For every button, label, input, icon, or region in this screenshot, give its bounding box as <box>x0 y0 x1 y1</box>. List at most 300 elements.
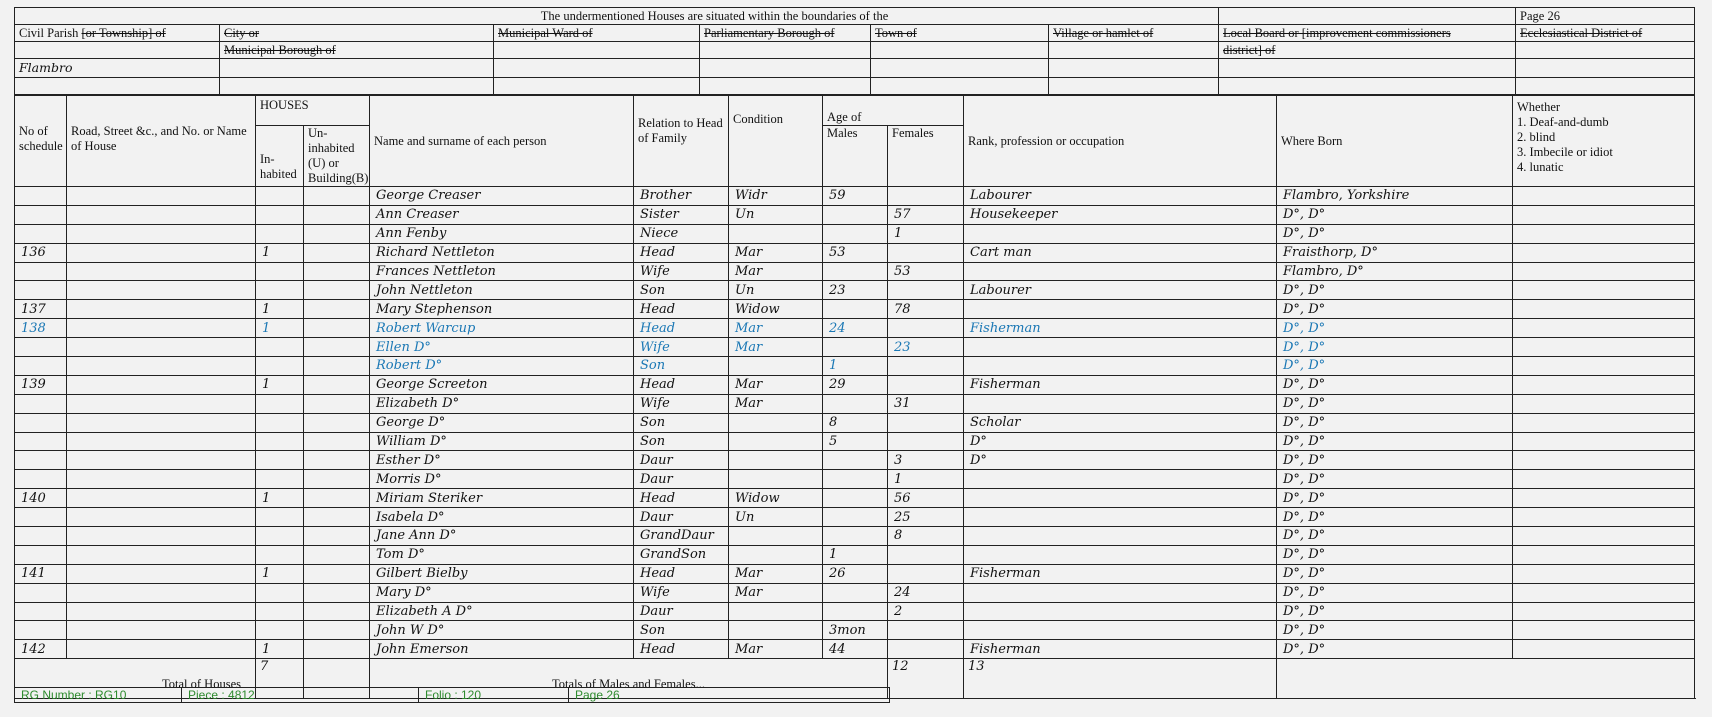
cell-name: John Nettleton <box>370 281 634 300</box>
cell-name: Robert Warcup <box>370 319 634 338</box>
col-where-born: Where Born <box>1277 96 1513 187</box>
cell-condition <box>729 224 823 243</box>
col-schedule: No of schedule <box>15 96 67 187</box>
cell-where-born: D°, D° <box>1277 621 1513 640</box>
cell-inhabited: 1 <box>256 319 304 338</box>
cell-occupation <box>964 300 1277 319</box>
folio-number: Folio : 120 <box>419 688 569 703</box>
cell-females: 57 <box>888 205 964 224</box>
cell-males: 5 <box>823 432 888 451</box>
cell-occupation: Fisherman <box>964 375 1277 394</box>
cell-schedule: 137 <box>15 300 67 319</box>
table-row <box>15 319 1695 338</box>
cell-occupation <box>964 508 1277 527</box>
cell-whether <box>1513 564 1695 583</box>
cell-road <box>67 357 256 376</box>
cell-schedule <box>15 527 67 546</box>
cell-where-born: D°, D° <box>1277 375 1513 394</box>
cell-schedule <box>15 224 67 243</box>
cell-road <box>67 470 256 489</box>
cell-occupation <box>964 338 1277 357</box>
cell-inhabited <box>256 413 304 432</box>
cell-where-born: D°, D° <box>1277 357 1513 376</box>
cell-occupation <box>964 262 1277 281</box>
cell-road <box>67 413 256 432</box>
table-row <box>15 564 1695 583</box>
cell-females: 8 <box>888 527 964 546</box>
cell-relation: Head <box>634 375 729 394</box>
cell-males <box>823 394 888 413</box>
col-inhabited: In- habited <box>256 126 304 187</box>
cell-whether <box>1513 545 1695 564</box>
cell-schedule <box>15 470 67 489</box>
cell-whether <box>1513 527 1695 546</box>
cell-occupation: Fisherman <box>964 319 1277 338</box>
cell-females <box>888 640 964 659</box>
cell-condition <box>729 413 823 432</box>
cell-relation: Head <box>634 640 729 659</box>
cell-whether <box>1513 375 1695 394</box>
col-uninhabited: Un- inhabited (U) or Building(B) <box>304 126 370 187</box>
cell-where-born: Fraisthorp, D° <box>1277 243 1513 262</box>
cell-where-born: D°, D° <box>1277 470 1513 489</box>
cell-occupation <box>964 224 1277 243</box>
cell-uninhabited <box>304 375 370 394</box>
local-board-label: Local Board or [improvement commissioners <box>1219 25 1516 42</box>
cell-uninhabited <box>304 451 370 470</box>
cell-relation: Head <box>634 489 729 508</box>
cell-inhabited: 1 <box>256 640 304 659</box>
cell-females <box>888 621 964 640</box>
cell-males: 23 <box>823 281 888 300</box>
cell-females <box>888 187 964 206</box>
cell-condition <box>729 602 823 621</box>
table-row <box>15 375 1695 394</box>
cell-schedule <box>15 451 67 470</box>
cell-schedule <box>15 621 67 640</box>
cell-name: Isabela D° <box>370 508 634 527</box>
cell-occupation <box>964 470 1277 489</box>
cell-uninhabited <box>304 470 370 489</box>
cell-females: 56 <box>888 489 964 508</box>
cell-where-born: D°, D° <box>1277 413 1513 432</box>
cell-occupation: Fisherman <box>964 564 1277 583</box>
cell-whether <box>1513 451 1695 470</box>
cell-occupation <box>964 602 1277 621</box>
cell-road <box>67 187 256 206</box>
cell-where-born: Flambro, D° <box>1277 262 1513 281</box>
cell-where-born: D°, D° <box>1277 564 1513 583</box>
cell-relation: Son <box>634 357 729 376</box>
cell-road <box>67 243 256 262</box>
cell-males: 26 <box>823 564 888 583</box>
cell-whether <box>1513 357 1695 376</box>
cell-whether <box>1513 300 1695 319</box>
total-houses-label: Total of Houses <box>15 659 256 699</box>
cell-males <box>823 527 888 546</box>
cell-whether <box>1513 508 1695 527</box>
cell-females: 2 <box>888 602 964 621</box>
cell-uninhabited <box>304 583 370 602</box>
cell-uninhabited <box>304 338 370 357</box>
cell-males: 3mon <box>823 621 888 640</box>
totals-persons-label: Totals of Males and Females... <box>370 659 888 699</box>
cell-uninhabited <box>304 205 370 224</box>
cell-females <box>888 281 964 300</box>
cell-condition <box>729 470 823 489</box>
cell-condition: Widow <box>729 300 823 319</box>
cell-occupation: Housekeeper <box>964 205 1277 224</box>
cell-where-born: Flambro, Yorkshire <box>1277 187 1513 206</box>
cell-name: Frances Nettleton <box>370 262 634 281</box>
table-row <box>15 621 1695 640</box>
cell-name: Jane Ann D° <box>370 527 634 546</box>
table-row <box>15 451 1695 470</box>
cell-condition <box>729 545 823 564</box>
cell-condition: Un <box>729 205 823 224</box>
cell-where-born: D°, D° <box>1277 583 1513 602</box>
cell-occupation <box>964 527 1277 546</box>
cell-occupation <box>964 489 1277 508</box>
table-row <box>15 205 1695 224</box>
cell-road <box>67 621 256 640</box>
cell-road <box>67 394 256 413</box>
cell-inhabited <box>256 205 304 224</box>
cell-name: Richard Nettleton <box>370 243 634 262</box>
boundaries-header <box>14 7 1695 95</box>
cell-occupation: Scholar <box>964 413 1277 432</box>
cell-whether <box>1513 413 1695 432</box>
cell-relation: Head <box>634 243 729 262</box>
cell-uninhabited <box>304 621 370 640</box>
cell-occupation: Labourer <box>964 187 1277 206</box>
cell-whether <box>1513 243 1695 262</box>
col-whether <box>1513 96 1695 187</box>
cell-males <box>823 205 888 224</box>
col-road: Road, Street &c., and No. or Name of House <box>67 96 256 187</box>
cell-whether <box>1513 602 1695 621</box>
cell-inhabited <box>256 451 304 470</box>
cell-inhabited <box>256 470 304 489</box>
cell-relation: Son <box>634 281 729 300</box>
cell-females: 3 <box>888 451 964 470</box>
cell-inhabited: 1 <box>256 489 304 508</box>
cell-occupation <box>964 545 1277 564</box>
cell-road <box>67 205 256 224</box>
cell-schedule: 138 <box>15 319 67 338</box>
cell-uninhabited <box>304 489 370 508</box>
cell-condition: Mar <box>729 394 823 413</box>
cell-condition: Un <box>729 281 823 300</box>
cell-females: 31 <box>888 394 964 413</box>
table-row <box>15 300 1695 319</box>
cell-inhabited <box>256 187 304 206</box>
cell-uninhabited <box>304 508 370 527</box>
whether-item-2: 2. blind <box>1517 130 1556 144</box>
table-row <box>15 357 1695 376</box>
cell-males: 1 <box>823 545 888 564</box>
cell-where-born: D°, D° <box>1277 394 1513 413</box>
cell-males: 59 <box>823 187 888 206</box>
table-row <box>15 338 1695 357</box>
cell-schedule: 141 <box>15 564 67 583</box>
village-label: Village or hamlet of <box>1049 25 1219 42</box>
civil-parish-label: Civil Parish [or Township] of <box>15 25 220 42</box>
cell-inhabited: 1 <box>256 564 304 583</box>
cell-inhabited <box>256 508 304 527</box>
cell-females: 78 <box>888 300 964 319</box>
cell-condition: Mar <box>729 564 823 583</box>
cell-name: John W D° <box>370 621 634 640</box>
table-row <box>15 470 1695 489</box>
cell-uninhabited <box>304 432 370 451</box>
census-sheet <box>14 7 1694 699</box>
cell-road <box>67 640 256 659</box>
table-row <box>15 394 1695 413</box>
cell-females: 1 <box>888 224 964 243</box>
cell-relation: Daur <box>634 602 729 621</box>
cell-females <box>888 413 964 432</box>
cell-inhabited <box>256 262 304 281</box>
cell-condition: Widow <box>729 489 823 508</box>
cell-where-born: D°, D° <box>1277 224 1513 243</box>
cell-name: George Creaser <box>370 187 634 206</box>
cell-road <box>67 224 256 243</box>
cell-males: 53 <box>823 243 888 262</box>
cell-whether <box>1513 640 1695 659</box>
cell-schedule <box>15 187 67 206</box>
cell-males <box>823 224 888 243</box>
cell-inhabited <box>256 281 304 300</box>
cell-males <box>823 508 888 527</box>
cell-where-born: D°, D° <box>1277 451 1513 470</box>
cell-relation: GrandDaur <box>634 527 729 546</box>
cell-road <box>67 583 256 602</box>
cell-inhabited: 1 <box>256 243 304 262</box>
cell-relation: Wife <box>634 262 729 281</box>
cell-occupation: Labourer <box>964 281 1277 300</box>
cell-whether <box>1513 281 1695 300</box>
cell-road <box>67 319 256 338</box>
cell-males <box>823 451 888 470</box>
cell-males <box>823 300 888 319</box>
col-houses: HOUSES <box>256 96 370 126</box>
cell-inhabited <box>256 621 304 640</box>
banner-text: The undermentioned Houses are situated within the boundaries of the <box>15 8 1219 25</box>
cell-road <box>67 375 256 394</box>
cell-condition: Un <box>729 508 823 527</box>
cell-females: 53 <box>888 262 964 281</box>
cell-relation: Wife <box>634 583 729 602</box>
cell-whether <box>1513 224 1695 243</box>
total-houses-value: 7 <box>256 659 304 699</box>
cell-schedule <box>15 281 67 300</box>
cell-where-born: D°, D° <box>1277 602 1513 621</box>
cell-relation: Son <box>634 432 729 451</box>
cell-condition: Mar <box>729 243 823 262</box>
cell-condition <box>729 527 823 546</box>
cell-schedule: 136 <box>15 243 67 262</box>
cell-name: William D° <box>370 432 634 451</box>
cell-whether <box>1513 489 1695 508</box>
table-row <box>15 489 1695 508</box>
cell-relation: Wife <box>634 394 729 413</box>
city-label: City or <box>220 25 494 42</box>
total-males-value: 12 <box>888 659 964 699</box>
cell-schedule <box>15 262 67 281</box>
cell-occupation <box>964 394 1277 413</box>
cell-condition: Mar <box>729 375 823 394</box>
cell-road <box>67 545 256 564</box>
cell-road <box>67 489 256 508</box>
cell-name: Ann Creaser <box>370 205 634 224</box>
town-label: Town of <box>871 25 1049 42</box>
cell-schedule <box>15 545 67 564</box>
cell-name: Robert D° <box>370 357 634 376</box>
table-row <box>15 262 1695 281</box>
cell-where-born: D°, D° <box>1277 281 1513 300</box>
cell-condition: Mar <box>729 262 823 281</box>
cell-road <box>67 564 256 583</box>
cell-whether <box>1513 187 1695 206</box>
cell-condition <box>729 451 823 470</box>
cell-schedule <box>15 338 67 357</box>
cell-females: 23 <box>888 338 964 357</box>
cell-whether <box>1513 338 1695 357</box>
cell-name: Esther D° <box>370 451 634 470</box>
cell-condition: Mar <box>729 583 823 602</box>
cell-road <box>67 527 256 546</box>
census-table <box>14 95 1695 699</box>
reference-bar <box>14 687 890 703</box>
cell-males: 24 <box>823 319 888 338</box>
cell-condition: Mar <box>729 319 823 338</box>
cell-schedule <box>15 508 67 527</box>
cell-name: Elizabeth A D° <box>370 602 634 621</box>
cell-males: 44 <box>823 640 888 659</box>
cell-occupation <box>964 583 1277 602</box>
cell-road <box>67 508 256 527</box>
cell-uninhabited <box>304 545 370 564</box>
cell-occupation: D° <box>964 432 1277 451</box>
cell-inhabited <box>256 527 304 546</box>
cell-males <box>823 602 888 621</box>
table-row <box>15 508 1695 527</box>
cell-occupation: Cart man <box>964 243 1277 262</box>
cell-males <box>823 489 888 508</box>
cell-whether <box>1513 205 1695 224</box>
cell-females <box>888 564 964 583</box>
cell-road <box>67 432 256 451</box>
cell-name: Mary Stephenson <box>370 300 634 319</box>
cell-inhabited <box>256 583 304 602</box>
cell-inhabited: 1 <box>256 375 304 394</box>
cell-where-born: D°, D° <box>1277 319 1513 338</box>
cell-females: 1 <box>888 470 964 489</box>
table-row <box>15 640 1695 659</box>
cell-relation: Son <box>634 621 729 640</box>
cell-uninhabited <box>304 564 370 583</box>
cell-schedule <box>15 583 67 602</box>
cell-uninhabited <box>304 357 370 376</box>
cell-inhabited <box>256 394 304 413</box>
cell-schedule <box>15 602 67 621</box>
cell-males <box>823 470 888 489</box>
cell-where-born: D°, D° <box>1277 489 1513 508</box>
cell-schedule <box>15 413 67 432</box>
cell-road <box>67 300 256 319</box>
census-rows <box>15 187 1695 659</box>
whether-item-1: 1. Deaf-and-dumb <box>1517 115 1609 129</box>
table-row <box>15 187 1695 206</box>
cell-relation: Daur <box>634 470 729 489</box>
cell-males: 29 <box>823 375 888 394</box>
cell-relation: Head <box>634 564 729 583</box>
cell-uninhabited <box>304 187 370 206</box>
cell-where-born: D°, D° <box>1277 205 1513 224</box>
cell-relation: Head <box>634 319 729 338</box>
cell-uninhabited <box>304 394 370 413</box>
cell-name: George D° <box>370 413 634 432</box>
cell-uninhabited <box>304 319 370 338</box>
cell-females <box>888 545 964 564</box>
cell-where-born: D°, D° <box>1277 545 1513 564</box>
municipal-borough-label: Municipal Borough of <box>220 42 494 59</box>
cell-where-born: D°, D° <box>1277 300 1513 319</box>
cell-schedule: 142 <box>15 640 67 659</box>
cell-whether <box>1513 394 1695 413</box>
cell-relation: Wife <box>634 338 729 357</box>
cell-name: Morris D° <box>370 470 634 489</box>
col-relation: Relation to Head of Family <box>634 96 729 187</box>
reference-page: Page 26 <box>569 688 890 703</box>
cell-females <box>888 432 964 451</box>
cell-occupation <box>964 621 1277 640</box>
cell-whether <box>1513 621 1695 640</box>
cell-road <box>67 602 256 621</box>
cell-uninhabited <box>304 281 370 300</box>
cell-relation: Niece <box>634 224 729 243</box>
cell-relation: GrandSon <box>634 545 729 564</box>
cell-whether <box>1513 583 1695 602</box>
cell-whether <box>1513 319 1695 338</box>
page-label: Page 26 <box>1516 8 1695 25</box>
table-row <box>15 224 1695 243</box>
cell-females: 25 <box>888 508 964 527</box>
cell-schedule <box>15 432 67 451</box>
cell-name: Tom D° <box>370 545 634 564</box>
whether-title: Whether <box>1517 100 1561 114</box>
cell-condition <box>729 432 823 451</box>
cell-schedule <box>15 394 67 413</box>
whether-item-3: 3. Imbecile or idiot <box>1517 145 1613 159</box>
table-row <box>15 281 1695 300</box>
cell-condition: Mar <box>729 640 823 659</box>
cell-name: Ann Fenby <box>370 224 634 243</box>
cell-name: Ellen D° <box>370 338 634 357</box>
cell-males <box>823 583 888 602</box>
whether-item-4: 4. lunatic <box>1517 160 1564 174</box>
cell-uninhabited <box>304 640 370 659</box>
cell-uninhabited <box>304 243 370 262</box>
cell-females <box>888 243 964 262</box>
cell-inhabited <box>256 545 304 564</box>
cell-name: Elizabeth D° <box>370 394 634 413</box>
cell-inhabited <box>256 602 304 621</box>
cell-occupation: D° <box>964 451 1277 470</box>
cell-uninhabited <box>304 224 370 243</box>
col-males: Males <box>823 126 888 187</box>
